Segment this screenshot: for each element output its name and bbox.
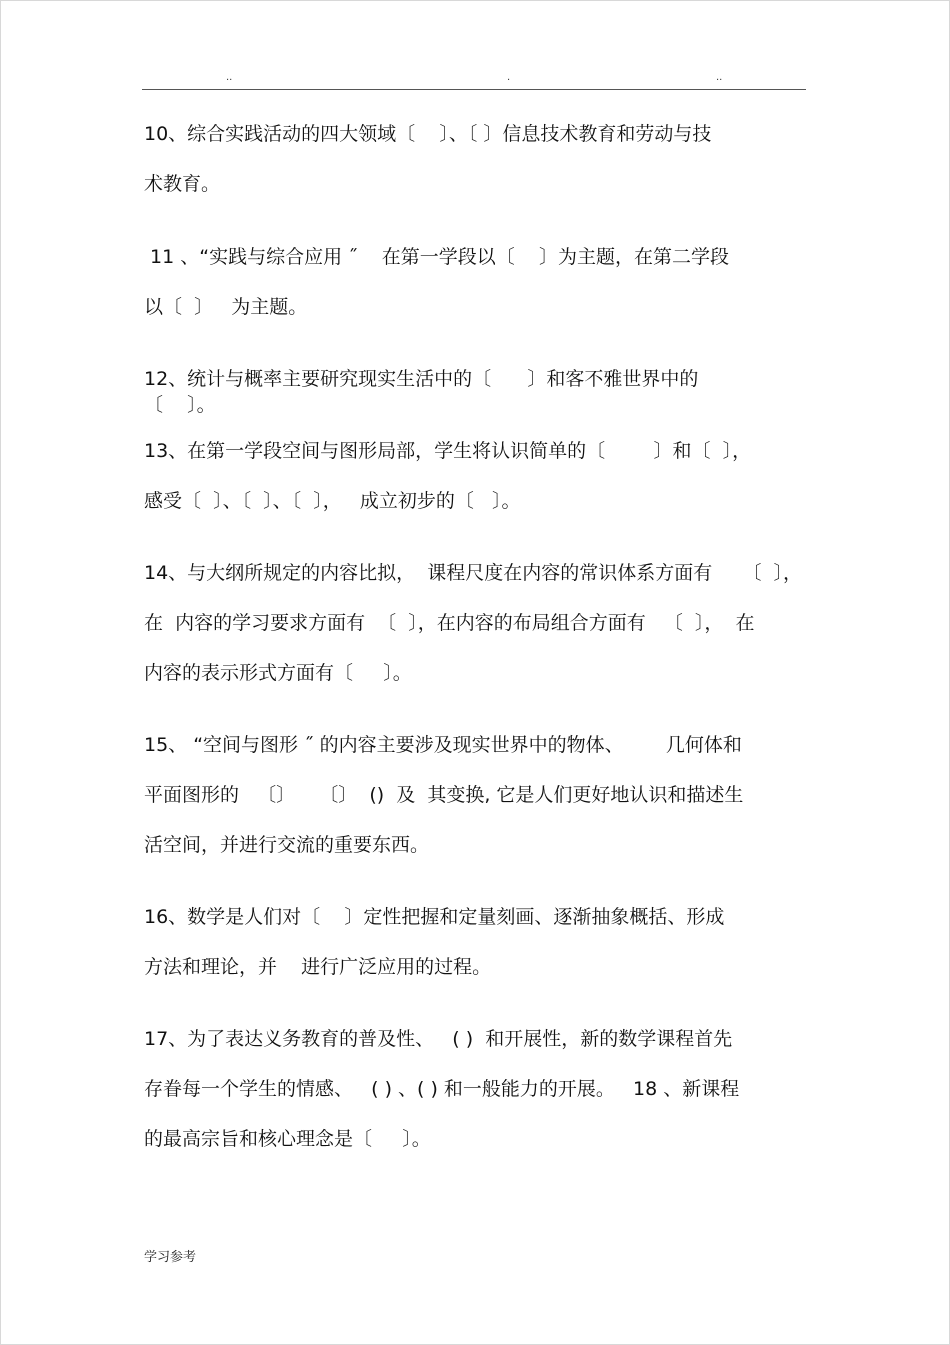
- q18-line-1: 的最高宗旨和核心理念是〔 〕。: [144, 1128, 431, 1150]
- q14-line-1: 14、与大纲所规定的内容比拟， 课程尺度在内容的常识体系方面有 〔 〕，: [144, 562, 803, 584]
- q10-line-1: 10、综合实践活动的四大领域〔 〕、〔 〕信息技术教育和劳动与技: [144, 123, 712, 145]
- header-mark-center: .: [507, 72, 511, 83]
- q12-line-2: 〔 〕。: [144, 394, 216, 416]
- header-mark-left: ..: [226, 72, 233, 83]
- q15-line-1: 15、 “空间与图形 ˝ 的内容主要涉及现实世界中的物体、 几何体和: [144, 734, 742, 756]
- q11-line-1: 11 、“实践与综合应用 ˝ 在第一学段以〔 〕为主题，在第二学段: [144, 246, 729, 268]
- q16-line-2: 方法和理论，并 进行广泛应用的过程。: [144, 956, 492, 978]
- q13-line-1: 13、在第一学段空间与图形局部，学生将认识简单的〔 〕和〔 〕，: [144, 440, 752, 462]
- header-rule: [142, 89, 806, 90]
- q15-line-3: 活空间，并进行交流的重要东西。: [144, 834, 430, 856]
- q16-line-1: 16、数学是人们对〔 〕定性把握和定量刻画、逐渐抽象概括、形成: [144, 906, 725, 928]
- q17-line-2: 存眷每一个学生的情感、 ( ) 、( ) 和一般能力的开展。 18 、新课程: [144, 1078, 740, 1100]
- q12-line-1: 12、统计与概率主要研究现实生活中的〔 〕和客不雅世界中的: [144, 368, 699, 390]
- q15-line-2: 平面图形的 〔〕 〔〕 () 及 其变换, 它是人们更好地认识和描述生: [144, 784, 744, 806]
- q13-line-2: 感受〔 〕、〔 〕、〔 〕， 成立初步的〔 〕。: [144, 490, 521, 512]
- q11-line-2: 以〔 〕 为主题。: [144, 296, 308, 318]
- q14-line-2: 在 内容的学习要求方面有 〔 〕，在内容的布局组合方面有 〔 〕， 在: [144, 612, 755, 634]
- q14-line-3: 内容的表示形式方面有〔 〕。: [144, 662, 412, 684]
- q17-line-1: 17、为了表达义务教育的普及性、 ( ) 和开展性，新的数学课程首先: [144, 1028, 733, 1050]
- q10-line-2: 术教育。: [144, 173, 221, 195]
- header-mark-right: ..: [716, 72, 723, 83]
- footer-text: 学习参考: [144, 1250, 197, 1265]
